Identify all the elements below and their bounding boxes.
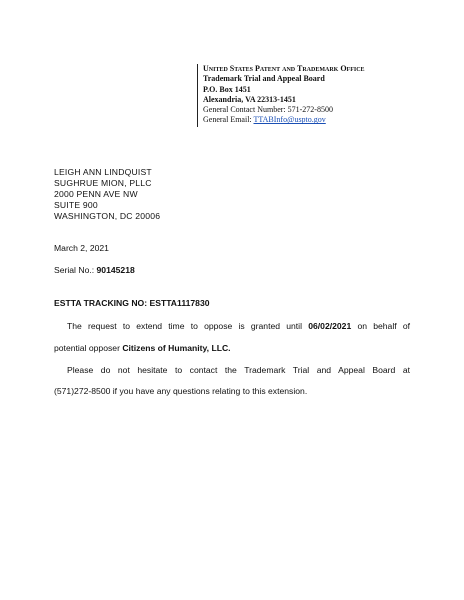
paragraph-line: Please do not hesitate to contact the Trademark Trial and Appeal Board at (67, 365, 410, 375)
addressee-line: WASHINGTON, DC 20006 (54, 211, 161, 221)
letterhead (197, 64, 437, 127)
contact-number: 571-272-8500 (287, 105, 333, 115)
email-link[interactable]: TTABInfo@uspto.gov (253, 115, 326, 125)
paragraph-contact-line2: (571)272-8500 if you have any questions relating to this extension. (54, 386, 308, 396)
text-span: potential opposer (54, 343, 123, 353)
paragraph-extension-granted (54, 321, 410, 332)
office-name: United States Patent and Trademark Office (203, 64, 365, 73)
serial-number: 90145218 (96, 265, 135, 275)
addressee-block (54, 167, 160, 222)
contact-number-label: General Contact Number: (203, 105, 288, 115)
tracking-number: ESTTA TRACKING NO: ESTTA1117830 (54, 298, 210, 308)
text-span: The request to extend time to oppose is granted until (67, 321, 309, 331)
text-span: on behalf of (351, 321, 410, 331)
board-name: Trademark Trial and Appeal Board (203, 74, 325, 84)
contact-number-line (203, 105, 437, 115)
addressee-line: SUITE 900 (54, 200, 98, 210)
paragraph-opposer-line (54, 343, 410, 354)
paragraph-contact (54, 365, 410, 376)
addressee-line: LEIGH ANN LINDQUIST (54, 167, 152, 177)
extension-date: 06/02/2021 (308, 321, 352, 331)
addressee-line: SUGHRUE MION, PLLC (54, 178, 152, 188)
serial-number-line (54, 265, 135, 276)
email-label: General Email: (203, 115, 254, 125)
paragraph-line (54, 321, 410, 332)
opposer-name: Citizens of Humanity, LLC. (122, 343, 231, 353)
addressee-line: 2000 PENN AVE NW (54, 189, 138, 199)
po-box: P.O. Box 1451 (203, 84, 251, 94)
city-line: Alexandria, VA 22313-1451 (203, 94, 296, 104)
serial-number-label: Serial No.: (54, 265, 97, 275)
email-line (203, 115, 437, 125)
letter-date: March 2, 2021 (54, 243, 109, 253)
